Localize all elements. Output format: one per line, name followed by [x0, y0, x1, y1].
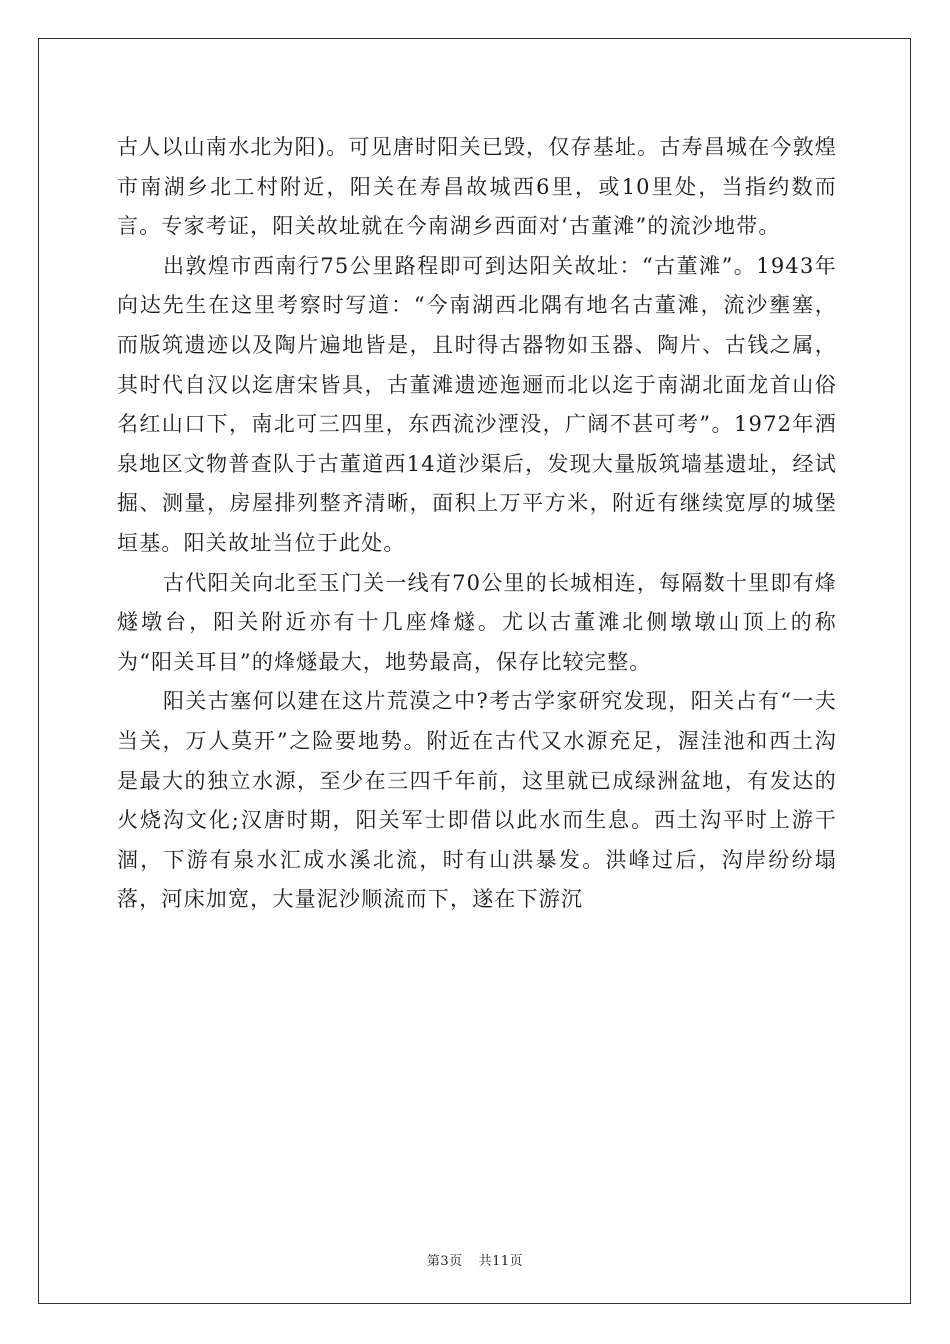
paragraph-4: 阳关古塞何以建在这片荒漠之中?考古学家研究发现，阳关占有“一夫当关，万人莫开”之险要地势。附近在古代又水源充足，渥洼池和西土沟是最大的独立水源，至少在三四千年前，这里就已成绿洲盆地，有发达的火烧沟文化;汉唐时期，阳关军士即借以此水而生息。西土沟平时上游干涸，下游有泉水汇成水溪北流，时有山洪暴发。洪峰过后，沟岸纷纷塌落，河床加宽，大量泥沙顺流而下，遂在下游沉 [117, 689, 837, 912]
page-number: 第3页 [426, 1254, 463, 1269]
document-body [117, 128, 837, 920]
page-footer [0, 1250, 950, 1269]
paragraph-3: 古代阳关向北至玉门关一线有70公里的长城相连，每隔数十里即有烽燧墩台，阳关附近亦有十几座烽燧。尤以古董滩北侧墩墩山顶上的称为“阳关耳目”的烽燧最大，地势最高，保存比较完整。 [117, 570, 837, 674]
page-total: 共11页 [478, 1254, 524, 1269]
paragraph-1: 古人以山南水北为阳)。可见唐时阳关已毁，仅存基址。古寿昌城在今敦煌市南湖乡北工村附近，阳关在寿昌故城西6里，或10里处，当指约数而言。专家考证，阳关故址就在今南湖乡西面对‘古董滩”的流沙地带。 [117, 135, 837, 239]
paragraph-2: 出敦煌市西南行75公里路程即可到达阳关故址：“古董滩”。1943年向达先生在这里考察时写道：“今南湖西北隅有地名古董滩，流沙壅塞，而版筑遗迹以及陶片遍地皆是，且时得古器物如玉器、陶片、古钱之属，其时代自汉以迄唐宋皆具，古董滩遗迹迤逦而北以迄于南湖北面龙首山俗名红山口下，南北可三四里，东西流沙湮没，广阔不甚可考”。1972年酒泉地区文物普查队于古董道西14道沙渠后，发现大量版筑墙基遗址，经试掘、测量，房屋排列整齐清晰，面积上万平方米，附近有继续宽厚的城堡垣基。阳关故址当位于此处。 [117, 253, 837, 555]
